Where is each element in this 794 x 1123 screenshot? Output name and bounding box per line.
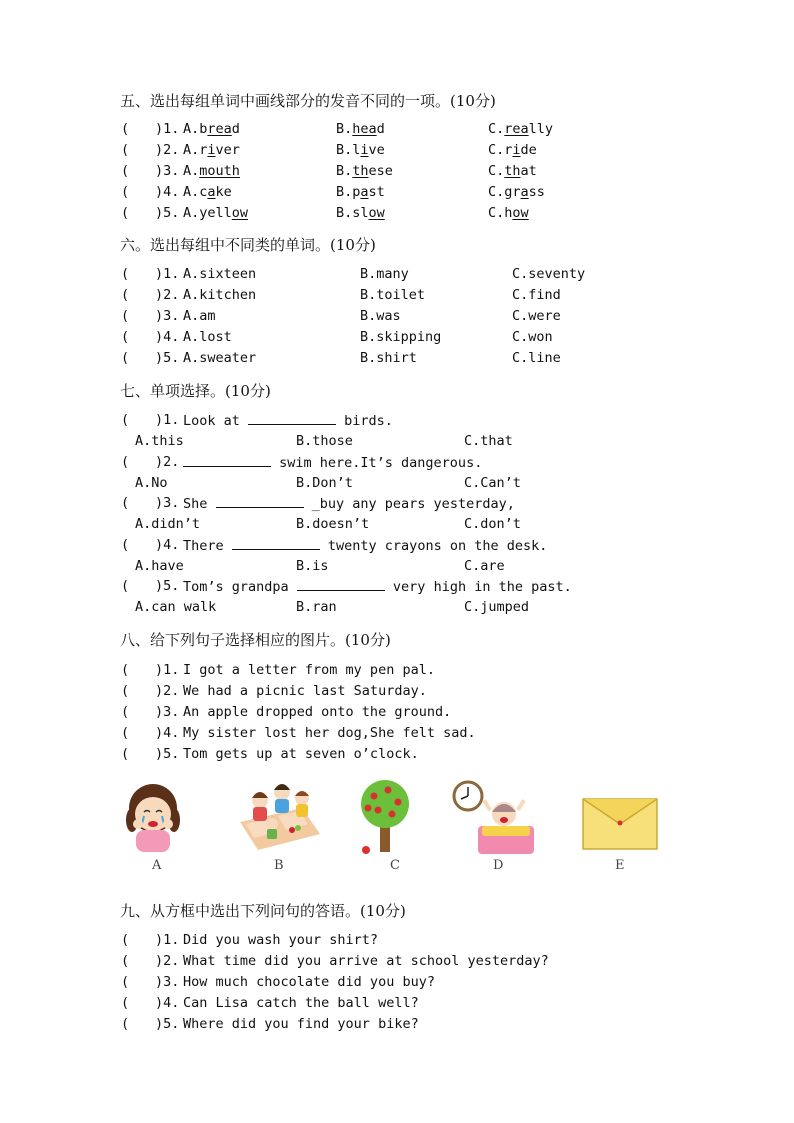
answer-paren: (: [121, 683, 130, 699]
question-number: )4.: [155, 537, 180, 553]
answer-paren: (: [121, 495, 130, 511]
option-b: B.doesn’t: [296, 516, 370, 532]
wake-up-picture: [452, 780, 542, 856]
option-c: C.find: [512, 287, 561, 303]
option-prefix: A.: [183, 163, 200, 179]
picture-label-b: B: [274, 858, 284, 873]
option-prefix: C.: [488, 163, 505, 179]
option-suffix: ss: [528, 184, 545, 200]
option-b: [336, 184, 385, 200]
answer-paren: (: [121, 578, 130, 594]
question-number: )1.: [155, 932, 180, 948]
option-b: B.was: [360, 308, 401, 324]
picnic-picture: [238, 778, 322, 852]
answer-paren: (: [121, 412, 130, 428]
question-text: Where did you find your bike?: [183, 1016, 419, 1032]
envelope-picture: [582, 798, 658, 850]
option-a: A.can walk: [135, 599, 217, 615]
question-number: )4.: [155, 329, 180, 345]
option-a: A.have: [135, 558, 184, 574]
option-suffix: st: [368, 184, 385, 200]
answer-paren: (: [121, 454, 130, 470]
picture-strip: [118, 772, 663, 880]
question-text: How much chocolate did you buy?: [183, 974, 435, 990]
stem-before: She: [183, 496, 216, 512]
question-text: Can Lisa catch the ball well?: [183, 995, 419, 1011]
answer-paren: (: [121, 995, 130, 1011]
option-b: B.toilet: [360, 287, 426, 303]
option-c: C.line: [512, 350, 561, 366]
option-prefix: A.b: [183, 121, 208, 137]
answer-blank[interactable]: [248, 412, 336, 425]
underlined-letters: a: [360, 184, 369, 200]
answer-blank[interactable]: [183, 454, 271, 467]
option-prefix: B.: [336, 163, 353, 179]
option-prefix: C.h: [488, 205, 513, 221]
option-suffix: d: [376, 121, 385, 137]
underlined-letters: hea: [352, 121, 377, 137]
option-a: [183, 142, 240, 158]
answer-paren: (: [121, 121, 130, 137]
option-c: [488, 121, 553, 137]
question-number: )3.: [155, 495, 180, 511]
option-a: [183, 121, 240, 137]
question-stem: [183, 454, 482, 471]
underlined-letters: th: [352, 163, 369, 179]
underlined-letters: ow: [231, 205, 249, 221]
option-c: C.seventy: [512, 266, 586, 282]
underlined-letters: mouth: [199, 163, 240, 179]
answer-paren: (: [121, 704, 130, 720]
option-c: C.jumped: [464, 599, 530, 615]
section-8-title: 八、给下列句子选择相应的图片。(10分): [120, 631, 391, 649]
sentence-text: An apple dropped onto the ground.: [183, 704, 452, 720]
question-number: )4.: [155, 184, 180, 200]
answer-paren: (: [121, 932, 130, 948]
answer-paren: (: [121, 953, 130, 969]
question-number: )1.: [155, 662, 180, 678]
underlined-letters: th: [504, 163, 521, 179]
answer-paren: (: [121, 746, 130, 762]
answer-paren: (: [121, 974, 130, 990]
option-a: [183, 184, 232, 200]
stem-after: twenty crayons on the desk.: [319, 538, 548, 554]
option-prefix: A.c: [183, 184, 208, 200]
option-b: B.Don’t: [296, 475, 353, 491]
picture-label-a: A: [152, 858, 162, 873]
underlined-letters: i: [512, 142, 521, 158]
option-prefix: B.l: [336, 142, 361, 158]
picture-label-d: D: [493, 858, 504, 873]
option-b: [336, 121, 385, 137]
answer-blank[interactable]: [232, 537, 320, 550]
answer-paren: (: [121, 329, 130, 345]
option-suffix: d: [231, 121, 240, 137]
option-suffix: ver: [215, 142, 240, 158]
question-number: )2.: [155, 953, 180, 969]
question-number: )5.: [155, 205, 180, 221]
option-c: [488, 142, 537, 158]
option-b: B.ran: [296, 599, 337, 615]
option-c: C.Can’t: [464, 475, 521, 491]
answer-paren: (: [121, 205, 130, 221]
stem-after: swim here.It’s dangerous.: [271, 455, 483, 471]
stem-after: birds.: [336, 413, 393, 429]
option-b: B.many: [360, 266, 409, 282]
section-5-title: 五、选出每组单词中画线部分的发音不同的一项。(10分): [120, 92, 496, 110]
question-number: )5.: [155, 1016, 180, 1032]
option-a: A.No: [135, 475, 168, 491]
option-b: B.shirt: [360, 350, 417, 366]
option-c: [488, 205, 529, 221]
option-suffix: de: [520, 142, 537, 158]
option-a: [183, 205, 248, 221]
question-text: Did you wash your shirt?: [183, 932, 379, 948]
option-b: [336, 142, 385, 158]
stem-before: There: [183, 538, 232, 554]
stem-after: very high in the past.: [384, 579, 572, 595]
underlined-letters: rea: [504, 121, 529, 137]
section-7-title: 七、单项选择。(10分): [120, 382, 271, 400]
option-prefix: C.gr: [488, 184, 521, 200]
question-text: What time did you arrive at school yesterday?: [183, 953, 549, 969]
question-number: )2.: [155, 287, 180, 303]
option-prefix: A.r: [183, 142, 208, 158]
option-b: [336, 205, 385, 221]
option-prefix: C.r: [488, 142, 513, 158]
option-c: C.are: [464, 558, 505, 574]
question-number: )5.: [155, 746, 180, 762]
option-suffix: at: [520, 163, 537, 179]
option-a: A.this: [135, 433, 184, 449]
answer-paren: (: [121, 142, 130, 158]
question-number: )3.: [155, 974, 180, 990]
question-number: )3.: [155, 308, 180, 324]
question-number: )5.: [155, 578, 180, 594]
option-prefix: B.sl: [336, 205, 369, 221]
stem-after: _buy any pears yesterday,: [303, 496, 515, 512]
option-suffix: ke: [215, 184, 232, 200]
underlined-letters: rea: [207, 121, 232, 137]
underlined-letters: i: [360, 142, 369, 158]
answer-paren: (: [121, 1016, 130, 1032]
option-a: A.kitchen: [183, 287, 257, 303]
question-stem: [183, 412, 393, 429]
option-suffix: ve: [368, 142, 385, 158]
crying-girl-picture: [122, 778, 184, 854]
stem-before: Tom’s grandpa: [183, 579, 297, 595]
underlined-letters: a: [207, 184, 216, 200]
question-number: )2.: [155, 142, 180, 158]
option-a: [183, 163, 240, 179]
section-9-title: 九、从方框中选出下列问句的答语。(10分): [120, 902, 406, 920]
option-suffix: lly: [528, 121, 554, 137]
answer-blank[interactable]: [297, 578, 385, 591]
question-number: )1.: [155, 266, 180, 282]
picture-label-c: C: [390, 858, 400, 873]
underlined-letters: ow: [368, 205, 385, 221]
question-stem: [183, 495, 515, 512]
answer-blank[interactable]: [216, 495, 304, 508]
sentence-text: We had a picnic last Saturday.: [183, 683, 427, 699]
sentence-text: Tom gets up at seven o’clock.: [183, 746, 419, 762]
underlined-letters: i: [207, 142, 216, 158]
option-suffix: ese: [368, 163, 393, 179]
option-a: A.didn’t: [135, 516, 201, 532]
answer-paren: (: [121, 537, 130, 553]
question-number: )4.: [155, 725, 180, 741]
sentence-text: I got a letter from my pen pal.: [183, 662, 435, 678]
option-prefix: A.yell: [183, 205, 232, 221]
question-number: )1.: [155, 412, 180, 428]
question-number: )1.: [155, 121, 180, 137]
question-number: )5.: [155, 350, 180, 366]
answer-paren: (: [121, 163, 130, 179]
underlined-letters: a: [520, 184, 529, 200]
answer-paren: (: [121, 725, 130, 741]
option-b: B.is: [296, 558, 329, 574]
option-prefix: C.: [488, 121, 505, 137]
option-b: B.those: [296, 433, 353, 449]
answer-paren: (: [121, 266, 130, 282]
option-prefix: B.: [336, 121, 353, 137]
answer-paren: (: [121, 184, 130, 200]
option-a: A.sweater: [183, 350, 257, 366]
question-number: )2.: [155, 683, 180, 699]
option-a: A.sixteen: [183, 266, 257, 282]
question-stem: [183, 578, 572, 595]
question-number: )2.: [155, 454, 180, 470]
sentence-text: My sister lost her dog,She felt sad.: [183, 725, 476, 741]
question-number: )3.: [155, 704, 180, 720]
answer-paren: (: [121, 287, 130, 303]
picture-label-e: E: [615, 858, 625, 873]
option-a: A.lost: [183, 329, 232, 345]
question-stem: [183, 537, 547, 554]
option-c: [488, 163, 537, 179]
option-c: C.that: [464, 433, 513, 449]
option-b: B.skipping: [360, 329, 442, 345]
answer-paren: (: [121, 308, 130, 324]
option-c: C.won: [512, 329, 553, 345]
question-number: )4.: [155, 995, 180, 1011]
option-a: A.am: [183, 308, 216, 324]
option-b: [336, 163, 393, 179]
option-c: C.don’t: [464, 516, 521, 532]
option-prefix: B.p: [336, 184, 361, 200]
option-c: C.were: [512, 308, 561, 324]
underlined-letters: ow: [512, 205, 529, 221]
section-6-title: 六。选出每组中不同类的单词。(10分): [120, 236, 376, 254]
answer-paren: (: [121, 662, 130, 678]
answer-paren: (: [121, 350, 130, 366]
option-c: [488, 184, 545, 200]
question-number: )3.: [155, 163, 180, 179]
apple-tree-picture: [354, 778, 416, 856]
stem-before: Look at: [183, 413, 249, 429]
